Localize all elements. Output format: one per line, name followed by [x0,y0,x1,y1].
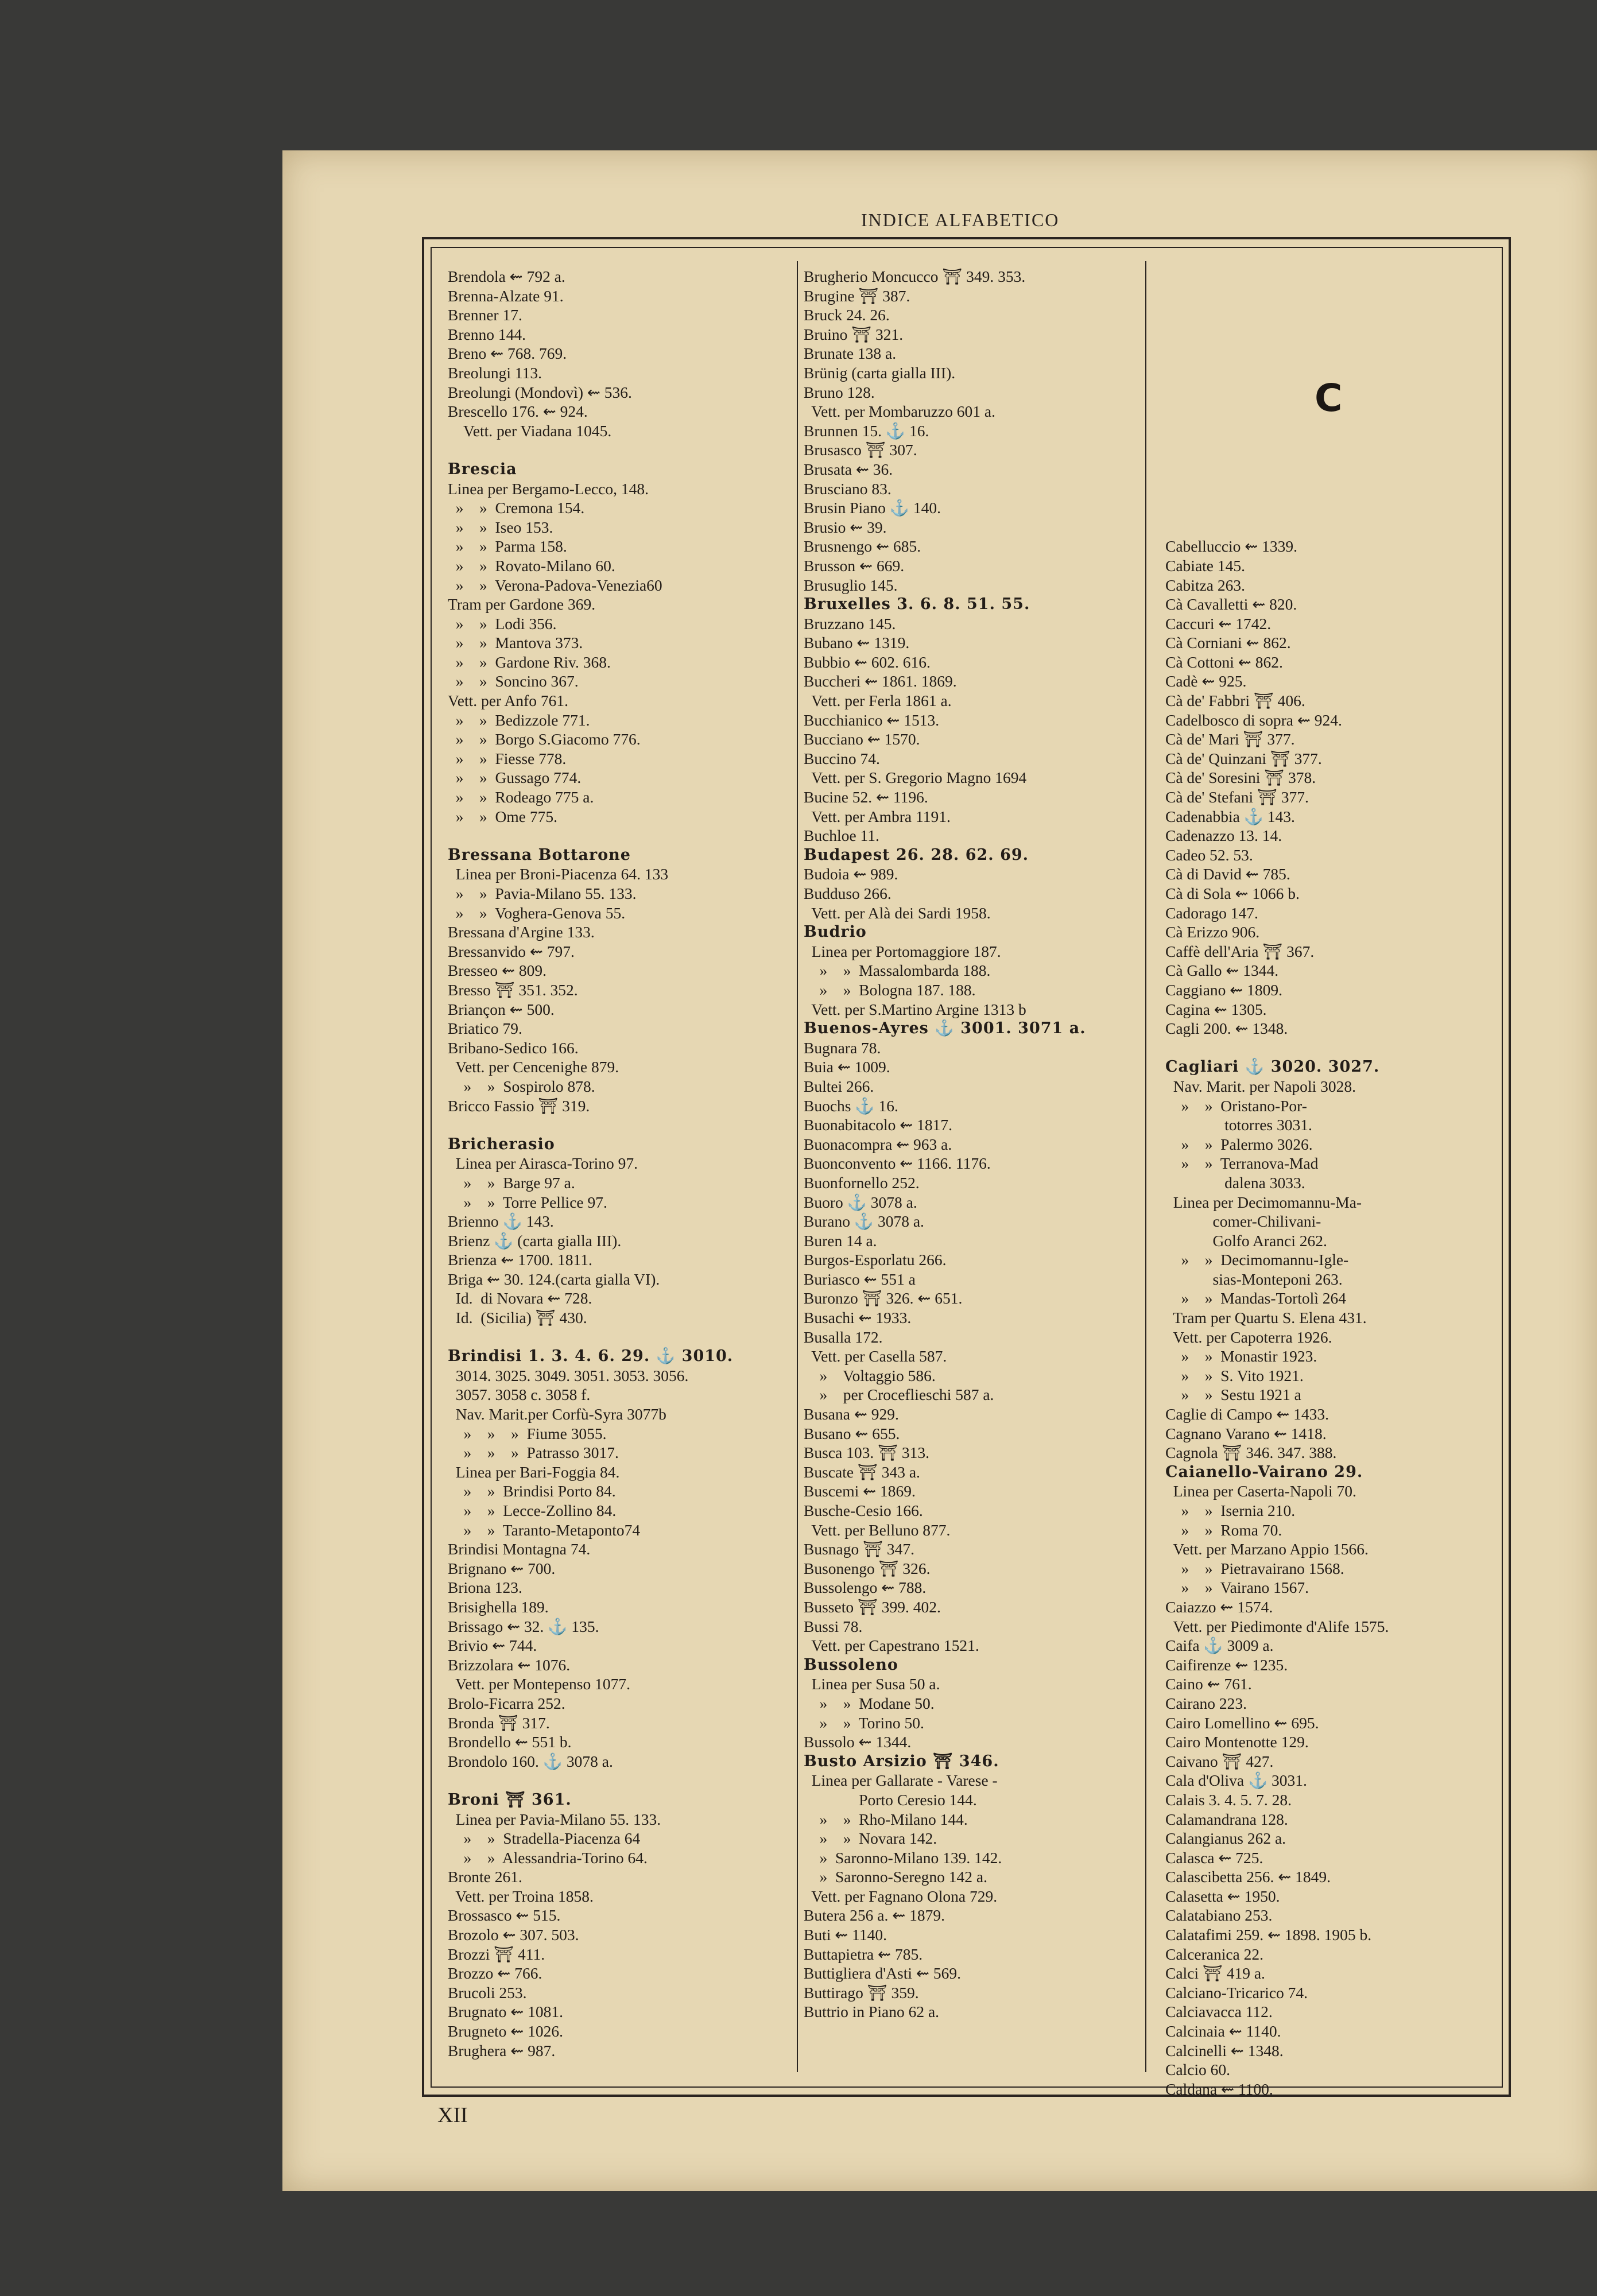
index-entry: Caiazzo ⇜ 1574. [1165,1597,1273,1616]
index-entry [1165,479,1493,499]
index-entry: Bucchianico ⇜ 1513. [804,711,940,729]
index-entry: » » Sospirolo 878. [448,1077,595,1095]
index-entry: » » Ome 775. [448,807,557,825]
index-entry: Bussi 78. [804,1617,863,1635]
index-entry: Buscemi ⇜ 1869. [804,1482,916,1500]
index-entry [448,440,775,460]
index-entry: Cà Corniani ⇜ 862. [1165,634,1291,652]
index-entry: » » Rovato-Milano 60. [448,556,615,575]
index-entry: Brignano ⇜ 700. [448,1559,556,1577]
index-entry: Cabiate 145. [1165,556,1245,575]
index-entry: Cà di David ⇜ 785. [1165,865,1290,883]
index-entry: Briona 123. [448,1578,522,1597]
index-entry: Bubano ⇜ 1319. [804,634,910,652]
index-entry: Calcinaia ⇜ 1140. [1165,2022,1281,2041]
index-entry: Brendola ⇜ 792 a. [448,267,565,285]
index-entry: » » Fiesse 778. [448,749,567,767]
index-entry: Cà Cavalletti ⇜ 820. [1165,595,1297,614]
index-entry: » » Bologna 187. 188. [804,980,976,999]
index-entry: Burano ⚓ 3078 a. [804,1212,924,1231]
index-entry [448,1328,775,1347]
index-entry: Tram per Gardone 369. [448,595,596,614]
index-entry: Brivio ⇜ 744. [448,1636,537,1655]
index-entry: Vett. per S.Martino Argine 1313 b [804,1000,1026,1018]
index-entry: » » Torino 50. [804,1713,924,1732]
index-entry: Brienza ⇜ 1700. 1811. [448,1251,592,1269]
index-entry: Vett. per Piedimonte d'Alife 1575. [1165,1617,1389,1635]
index-entry: Buccheri ⇜ 1861. 1869. [804,672,957,691]
index-entry: Tram per Quartu S. Elena 431. [1165,1309,1367,1327]
index-entry [1165,344,1493,363]
index-entry: Busachi ⇜ 1933. [804,1309,912,1327]
index-heading: Bussoleno [804,1655,898,1674]
index-entry: Linea per Pavia-Milano 55. 133. [448,1810,661,1828]
index-entry: Bruzzano 145. [804,614,896,633]
index-entry: 3057. 3058 c. 3058 f. [448,1386,591,1404]
index-heading: Budrio [804,923,867,941]
index-entry: Cà de' Stefani ⛩ 377. [1165,788,1309,806]
index-entry: Calasetta ⇜ 1950. [1165,1887,1280,1905]
index-entry: » » Vairano 1567. [1165,1578,1309,1597]
index-entry: Porto Ceresio 144. [804,1790,977,1809]
index-entry: Buonconvento ⇜ 1166. 1176. [804,1154,991,1173]
index-heading: Broni ⛩ 361. [448,1790,572,1809]
index-entry: Brolo-Ficarra 252. [448,1694,565,1712]
index-entry: Calais 3. 4. 5. 7. 28. [1165,1790,1292,1809]
index-entry: Busche-Cesio 166. [804,1502,923,1519]
index-entry: Vett. per Viadana 1045. [448,421,612,440]
index-entry: Caggiano ⇜ 1809. [1165,980,1283,999]
index-entry: Cairo Lomellino ⇜ 695. [1165,1713,1319,1732]
index-entry: Brindisi Montagna 74. [448,1540,591,1558]
index-entry: Briga ⇜ 30. 124.(carta gialla VI). [448,1270,660,1288]
index-entry: Calci ⛩ 419 a. [1165,1964,1265,1983]
index-heading: Bressana Bottarone [448,846,631,864]
index-entry: Buchloe 11. [804,827,879,845]
index-entry: Calcio 60. [1165,2061,1231,2079]
index-entry: Cadè ⇜ 925. [1165,672,1247,691]
index-entry: Vett. per Ferla 1861 a. [804,692,952,710]
index-entry: Busonengo ⛩ 326. [804,1559,931,1577]
index-entry: Buttirago ⛩ 359. [804,1983,919,2002]
index-entry: Calasca ⇜ 725. [1165,1848,1263,1867]
index-entry: Brozzi ⛩ 411. [448,1945,545,1963]
index-entry: Cadeo 52. 53. [1165,846,1253,864]
index-entry: » » Palermo 3026. [1165,1135,1313,1153]
index-column-3 [1165,267,1493,2099]
index-entry [448,826,775,846]
index-entry: » » Rho-Milano 144. [804,1810,968,1828]
index-heading: Bricherasio [448,1135,555,1153]
index-entry: Caivano ⛩ 427. [1165,1752,1274,1770]
index-entry [1165,305,1493,325]
index-entry: Caccuri ⇜ 1742. [1165,614,1272,633]
index-column-1 [448,267,775,2060]
index-entry: Caglie di Campo ⇜ 1433. [1165,1405,1329,1424]
index-entry: Bruck 24. 26. [804,306,890,324]
index-entry: Buonfornello 252. [804,1173,920,1192]
index-entry: Buronzo ⛩ 326. ⇜ 651. [804,1289,963,1308]
index-entry: Buren 14 a. [804,1231,877,1250]
index-entry: Buonacompra ⇜ 963 a. [804,1135,952,1153]
index-entry: Brondolo 160. ⚓ 3078 a. [448,1752,613,1770]
index-entry: Calcinelli ⇜ 1348. [1165,2041,1284,2060]
index-entry: Brusnengo ⇜ 685. [804,537,921,556]
index-entry: Buoro ⚓ 3078 a. [804,1193,917,1211]
index-entry: » » Lodi 356. [448,614,557,633]
index-entry: Cà de' Quinzani ⛩ 377. [1165,749,1322,767]
index-entry: » » Lecce-Zollino 84. [448,1502,617,1519]
index-entry: » » Modane 50. [804,1694,935,1712]
index-entry: Brusasco ⛩ 307. [804,441,917,459]
index-entry [1165,286,1493,306]
index-heading: Buenos-Ayres ⚓ 3001. 3071 a. [804,1019,1086,1038]
index-entry: Cà de' Fabbri ⛩ 406. [1165,692,1305,710]
index-entry: » » Torre Pellice 97. [448,1193,607,1211]
index-entry: » » Soncino 367. [448,672,579,691]
index-entry: » » Novara 142. [804,1829,937,1848]
index-entry: Brusin Piano ⚓ 140. [804,499,941,517]
index-entry: Breno ⇜ 768. 769. [448,344,567,363]
index-entry: Busca 103. ⛩ 313. [804,1444,929,1462]
index-entry: Cadelbosco di sopra ⇜ 924. [1165,711,1342,729]
index-entry: Brusata ⇜ 36. [804,460,893,478]
index-heading: Caianello-Vairano 29. [1165,1463,1363,1481]
index-entry: » Saronno-Milano 139. 142. [804,1848,1002,1867]
index-entry: Buttrio in Piano 62 a. [804,2003,940,2021]
index-entry: » » Massalombarda 188. [804,961,991,980]
section-letter: C [1315,376,1343,420]
index-entry: Bruino ⛩ 321. [804,325,904,343]
index-entry: Calatafimi 259. ⇜ 1898. 1905 b. [1165,1926,1372,1944]
index-entry: Caifa ⚓ 3009 a. [1165,1636,1274,1655]
index-entry: Vett. per Troina 1858. [448,1887,594,1905]
index-entry: Vett. per Capoterra 1926. [1165,1328,1332,1346]
index-heading: Busto Arsizio ⛩ 346. [804,1752,999,1770]
index-entry: Brusson ⇜ 669. [804,556,905,575]
index-entry: » Voltaggio 586. [804,1366,936,1384]
index-entry: Bucine 52. ⇜ 1196. [804,788,928,806]
index-entry: sias-Monteponi 263. [1165,1270,1343,1288]
index-entry: Vett. per Belluno 877. [804,1521,951,1539]
index-entry: Burgos-Esporlatu 266. [804,1251,947,1269]
index-entry: Buriasco ⇜ 551 a [804,1270,916,1288]
index-entry: » » Iseo 153. [448,518,553,536]
index-entry: Brugherio Moncucco ⛩ 349. 353. [804,267,1026,285]
index-entry: Vett. per Anfo 761. [448,692,569,710]
index-entry: Linea per Caserta-Napoli 70. [1165,1482,1356,1500]
index-entry: Buti ⇜ 1140. [804,1926,887,1944]
index-entry: » » Mandas-Tortolì 264 [1165,1289,1347,1308]
index-entry: Brescello 176. ⇜ 924. [448,402,588,421]
index-entry: Cagli 200. ⇜ 1348. [1165,1019,1288,1038]
index-entry: Cagina ⇜ 1305. [1165,1000,1267,1018]
index-entry: Linea per Airasca-Torino 97. [448,1154,638,1173]
index-entry: Cagnola ⛩ 346. 347. 388. [1165,1444,1337,1462]
index-entry: Cadenabbia ⚓ 143. [1165,807,1295,825]
index-entry: » » Parma 158. [448,537,567,556]
index-entry: Butera 256 a. ⇜ 1879. [804,1906,945,1925]
index-entry: » » Voghera-Genova 55. [448,903,626,922]
index-entry: Id. (Sicilia) ⛩ 430. [448,1309,587,1327]
index-entry [1165,440,1493,460]
index-entry: dalena 3033. [1165,1173,1305,1192]
index-entry: 3014. 3025. 3049. 3051. 3053. 3056. [448,1366,689,1384]
index-entry: Golfo Aranci 262. [1165,1231,1327,1250]
index-entry: Cairo Montenotte 129. [1165,1733,1309,1751]
index-entry: Cabitza 263. [1165,576,1245,594]
index-entry: Brenner 17. [448,306,522,324]
index-entry: Brugine ⛩ 387. [804,286,910,305]
index-entry: Cà di Sola ⇜ 1066 b. [1165,885,1300,902]
index-entry: » » » Fiume 3055. [448,1424,607,1442]
index-entry: Buttapietra ⇜ 785. [804,1945,923,1963]
index-entry: Bronda ⛩ 317. [448,1713,550,1732]
index-entry: Brienno ⚓ 143. [448,1212,554,1231]
index-entry: Brugnato ⇜ 1081. [448,2003,564,2021]
index-entry: totorres 3031. [1165,1116,1312,1134]
index-entry: Calciano-Tricarico 74. [1165,1983,1308,2002]
index-entry: Cabelluccio ⇜ 1339. [1165,537,1298,556]
column-rule [1145,261,1146,2072]
index-entry: » » Gussago 774. [448,769,582,787]
index-entry: Linea per Bergamo-Lecco, 148. [448,479,649,498]
index-entry [1165,518,1493,537]
index-entry: Bugnara 78. [804,1038,881,1057]
index-heading: Bruxelles 3. 6. 8. 51. 55. [804,595,1030,614]
index-entry: Vett. per Cencenighe 879. [448,1058,619,1076]
index-entry: Id. di Novara ⇜ 728. [448,1289,592,1308]
index-entry: Cà Erizzo 906. [1165,923,1260,941]
index-column-2 [804,267,1135,2022]
index-entry: » » Terranova-Mad [1165,1154,1319,1173]
index-entry: Linea per Susa 50 a. [804,1675,940,1693]
index-entry [1165,460,1493,479]
index-entry [1165,267,1493,286]
index-entry: » per Croceflieschi 587 a. [804,1386,994,1404]
index-entry: Brugneto ⇜ 1026. [448,2022,564,2041]
index-entry: Bricco Fassio ⛩ 319. [448,1096,590,1115]
index-entry: Vett. per Marzano Appio 1566. [1165,1540,1369,1558]
index-heading: Brescia [448,460,517,478]
index-entry: Brozolo ⇜ 307. 503. [448,1926,579,1944]
index-heading: Cagliari ⚓ 3020. 3027. [1165,1058,1380,1076]
index-entry [1165,421,1493,441]
index-entry: Nav. Marit.per Corfù-Syra 3077b [448,1405,666,1424]
index-entry: Cadorago 147. [1165,903,1258,922]
index-entry: comer-Chilivani- [1165,1212,1321,1231]
index-entry: Bucciano ⇜ 1570. [804,730,920,748]
index-entry: » » Stradella-Piacenza 64 [448,1829,641,1848]
index-entry: Caldana ⇜ 1100. [1165,2080,1273,2098]
index-entry: Linea per Bari-Foggia 84. [448,1463,620,1481]
index-entry: Busana ⇜ 929. [804,1405,899,1424]
index-entry: » » Isernia 210. [1165,1502,1296,1519]
index-entry: » » Cremona 154. [448,499,585,517]
index-entry: Budoia ⇜ 989. [804,865,898,883]
index-entry: Linea per Gallarate - Varese - [804,1771,998,1790]
index-entry: Buscate ⛩ 343 a. [804,1463,920,1481]
index-entry: Vett. per Mombaruzzo 601 a. [804,402,995,421]
index-entry: Brizzolara ⇜ 1076. [448,1655,571,1674]
index-entry: Linea per Decimomannu-Ma- [1165,1193,1362,1211]
index-entry: Vett. per Montepenso 1077. [448,1675,630,1693]
index-entry: Breolungi 113. [448,363,542,382]
page-header: INDICE ALFABETICO [861,210,1060,230]
index-entry: Bressana d'Argine 133. [448,923,595,941]
index-entry: » » Roma 70. [1165,1521,1282,1539]
index-entry: Busseto ⛩ 399. 402. [804,1597,941,1616]
index-entry: » » Pietravairano 1568. [1165,1559,1344,1577]
index-entry: Brusciano 83. [804,479,891,498]
index-entry: Bressanvido ⇜ 797. [448,942,575,960]
index-entry: » » Sestu 1921 a [1165,1386,1301,1404]
index-entry: Briançon ⇜ 500. [448,1000,555,1018]
index-entry: Cala d'Oliva ⚓ 3031. [1165,1771,1307,1790]
index-entry [448,1115,775,1135]
index-entry: Brienz ⚓ (carta gialla III). [448,1231,622,1250]
index-entry: Busano ⇜ 655. [804,1424,900,1442]
index-entry: » » Rodeago 775 a. [448,788,594,806]
index-heading: Brindisi 1. 3. 4. 6. 29. ⚓ 3010. [448,1347,734,1366]
index-entry: » » Borgo S.Giacomo 776. [448,730,641,748]
index-entry: Bronte 261. [448,1868,522,1886]
index-entry [1165,498,1493,518]
index-entry: » » Monastir 1923. [1165,1347,1317,1366]
index-entry: Calascibetta 256. ⇜ 1849. [1165,1868,1331,1886]
index-entry: » » Barge 97 a. [448,1173,575,1192]
index-entry: Brondello ⇜ 551 b. [448,1733,572,1751]
index-entry [1165,325,1493,344]
index-entry: Vett. per S. Gregorio Magno 1694 [804,769,1027,787]
index-entry: Calamandrana 128. [1165,1810,1288,1828]
index-entry: Bussolengo ⇜ 788. [804,1578,927,1597]
index-entry: Vett. per Capestrano 1521. [804,1636,979,1655]
index-entry: Briatico 79. [448,1019,522,1038]
index-entry: Cà de' Mari ⛩ 377. [1165,730,1295,748]
index-entry: » » Mantova 373. [448,634,583,652]
index-entry: Bribano-Sedico 166. [448,1038,579,1057]
column-rule [797,261,798,2072]
index-entry: Brünig (carta gialla III). [804,363,956,382]
index-entry: » » Verona-Padova-Venezia60 [448,576,662,594]
index-entry: Brughera ⇜ 987. [448,2041,556,2060]
index-entry: Buochs ⚓ 16. [804,1096,898,1115]
index-entry: Bussolo ⇜ 1344. [804,1733,912,1751]
index-entry: Vett. per Fagnano Olona 729. [804,1887,998,1905]
index-entry: » » Alessandria-Torino 64. [448,1848,648,1867]
index-entry: » » Taranto-Metaponto74 [448,1521,641,1539]
index-entry: Brusio ⇜ 39. [804,518,887,536]
index-entry: Cagnano Varano ⇜ 1418. [1165,1424,1327,1442]
index-entry: Cà Cottoni ⇜ 862. [1165,653,1283,671]
index-entry: » » Decimomannu-Igle- [1165,1251,1349,1269]
index-entry: Bultei 266. [804,1077,874,1095]
index-entry: » » » Patrasso 3017. [448,1444,619,1462]
index-entry: Brenno 144. [448,325,526,343]
index-entry: Breolungi (Mondovì) ⇜ 536. [448,383,632,401]
index-entry [1165,1038,1493,1058]
index-entry: Caifirenze ⇜ 1235. [1165,1655,1288,1674]
index-entry: Brisighella 189. [448,1597,549,1616]
index-entry: Brunnen 15. ⚓ 16. [804,421,929,440]
index-entry: Caino ⇜ 761. [1165,1675,1252,1693]
index-entry: » » Bedizzole 771. [448,711,590,729]
index-entry: Brusuglio 145. [804,576,898,594]
index-entry: Bresseo ⇜ 809. [448,961,546,980]
index-entry: » » Brindisi Porto 84. [448,1482,616,1500]
index-entry: Calceranica 22. [1165,1945,1264,1963]
index-entry: Brenna-Alzate 91. [448,286,564,305]
index-entry: Cadenazzo 13. 14. [1165,827,1282,845]
index-entry: » » Oristano-Por- [1165,1096,1307,1115]
index-entry: Brozzo ⇜ 766. [448,1964,542,1983]
index-entry: Buccino 74. [804,749,880,767]
index-entry: » » S. Vito 1921. [1165,1366,1304,1384]
index-entry: Nav. Marit. per Napoli 3028. [1165,1077,1356,1095]
index-entry: Buia ⇜ 1009. [804,1058,890,1076]
index-entry: Brunate 138 a. [804,344,897,363]
index-entry: Busnago ⛩ 347. [804,1540,915,1558]
index-entry: Caffè dell'Aria ⛩ 367. [1165,942,1315,960]
index-entry: Brucoli 253. [448,1983,527,2002]
index-entry: Cà Gallo ⇜ 1344. [1165,961,1279,980]
index-entry: Vett. per Alà dei Sardi 1958. [804,903,991,922]
index-entry: Bubbio ⇜ 602. 616. [804,653,931,671]
index-entry: Calatabiano 253. [1165,1906,1273,1925]
index-entry: Linea per Broni-Piacenza 64. 133 [448,865,669,883]
index-entry: Buttigliera d'Asti ⇜ 569. [804,1964,961,1983]
index-entry [448,1771,775,1790]
index-entry: Cairano 223. [1165,1694,1247,1712]
index-entry: Calciavacca 112. [1165,2003,1273,2021]
index-entry: Vett. per Casella 587. [804,1347,947,1366]
page-number: XII [437,2103,468,2127]
index-entry: Buonabitacolo ⇜ 1817. [804,1116,953,1134]
index-heading: Budapest 26. 28. 62. 69. [804,846,1029,864]
index-entry: Brissago ⇜ 32. ⚓ 135. [448,1617,599,1635]
index-entry: Bresso ⛩ 351. 352. [448,980,578,999]
index-entry: Brossasco ⇜ 515. [448,1906,561,1925]
index-entry: Bruno 128. [804,383,875,401]
index-entry: Busalla 172. [804,1328,883,1346]
index-entry: Linea per Portomaggiore 187. [804,942,1001,960]
index-entry: Cà de' Soresini ⛩ 378. [1165,769,1316,787]
index-entry: Budduso 266. [804,885,891,902]
index-entry: Vett. per Ambra 1191. [804,807,951,825]
index-entry: » Saronno-Seregno 142 a. [804,1868,988,1886]
index-entry: Calangianus 262 a. [1165,1829,1286,1848]
index-entry: » » Gardone Riv. 368. [448,653,611,671]
index-entry: » » Pavia-Milano 55. 133. [448,885,637,902]
